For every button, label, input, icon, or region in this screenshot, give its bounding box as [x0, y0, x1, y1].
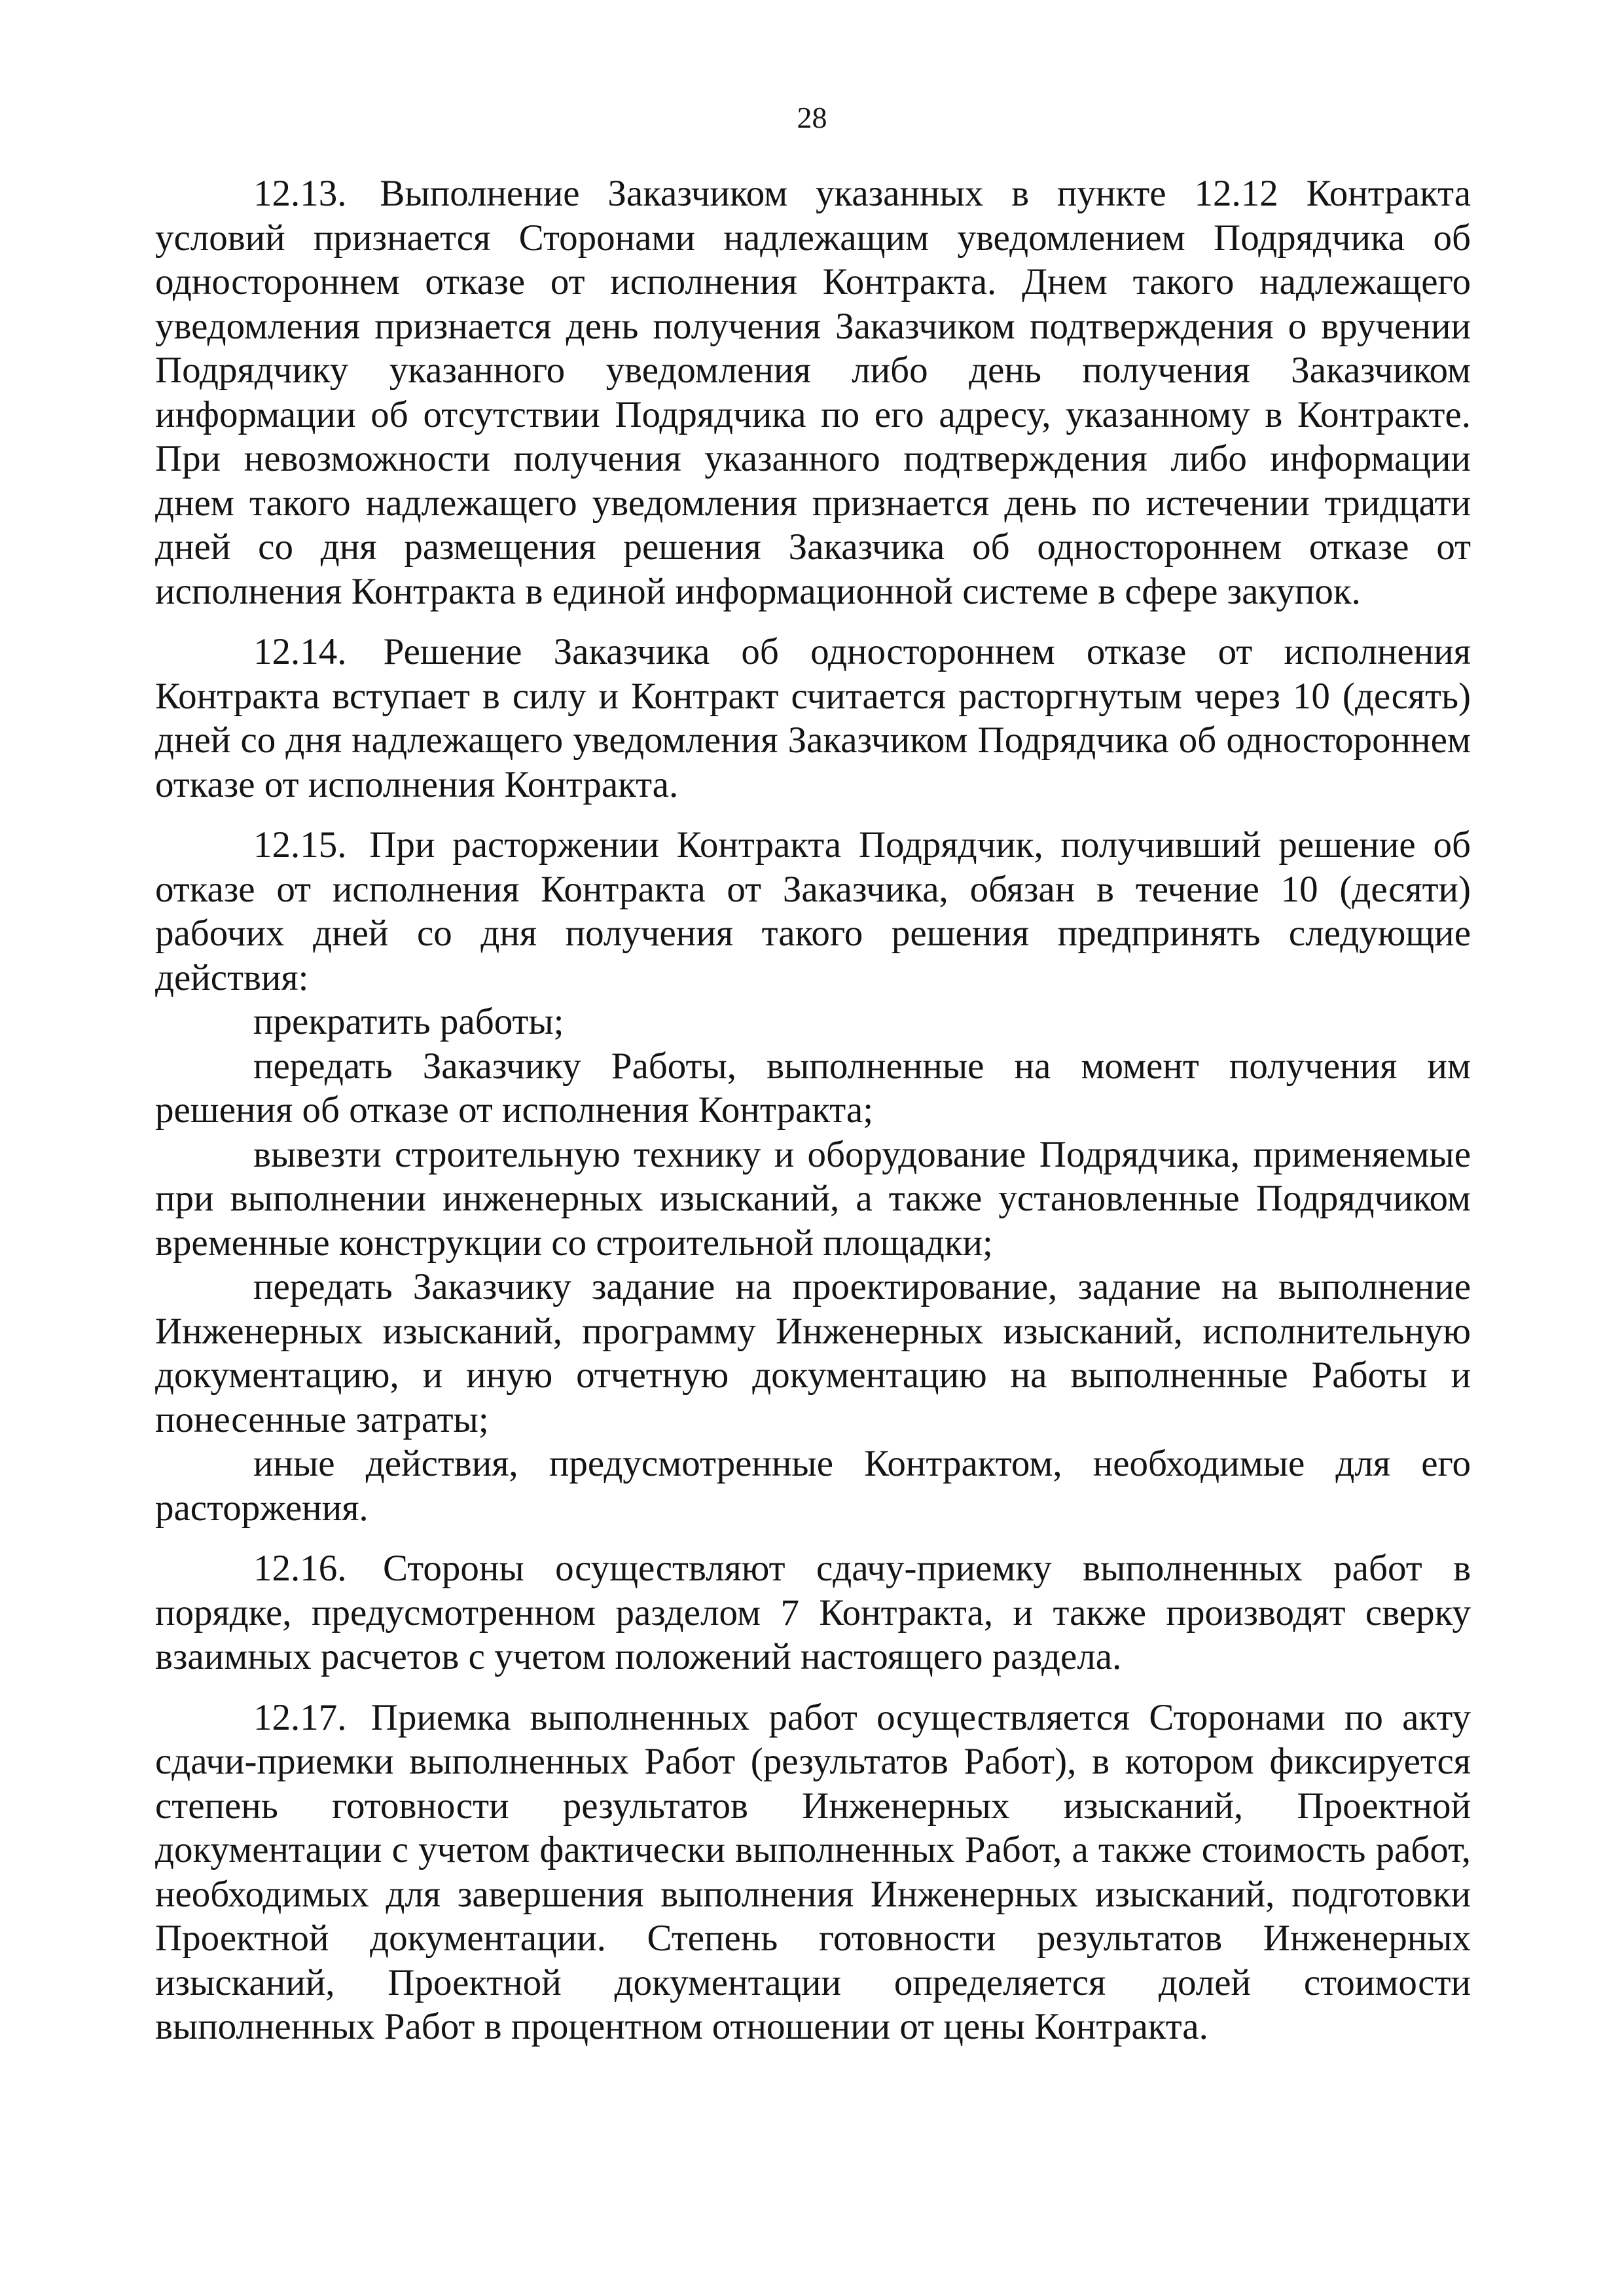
clause-number: 12.15.	[253, 824, 347, 866]
page-number: 28	[797, 101, 827, 134]
list-item-remove-equipment: вывезти строительную технику и оборудование Подрядчика, применяемые при выполнении инженерных изысканий, а также установленные Подрядчиком временные конструкции со строительной площадки;	[155, 1133, 1471, 1264]
clause-text: Приемка выполненных работ осуществляется Сторонами по акту сдачи-приемки выполненных Работ (результатов Работ), в котором фиксируется степень готовности результатов Инженерных изысканий, Проектной документации с учетом фактически выполненных Работ, а также стоимость работ, необходимых для завершения выполнения Инженерных изысканий, подготовки Проектной документации. Степень готовности результатов Инженерных изысканий, Проектной документации определяется долей стоимости выполненных Работ в процентном отношении от цены Контракта.	[155, 1696, 1471, 2047]
document-body	[155, 172, 1471, 2049]
clause-text: Выполнение Заказчиком указанных в пункте 12.12 Контракта условий признается Сторонами надлежащим уведомлением Подрядчика об одностороннем отказе от исполнения Контракта. Днем такого надлежащего уведомления признается день получения Заказчиком подтверждения о вручении Подрядчику указанного уведомления либо день получения Заказчиком информации об отсутствии Подрядчика по его адресу, указанному в Контракте. При невозможности получения указанного подтверждения либо информации днем такого надлежащего уведомления признается день по истечении тридцати дней со дня размещения решения Заказчика об одностороннем отказе от исполнения Контракта в единой информационной системе в сфере закупок.	[155, 173, 1471, 612]
clause-text: При расторжении Контракта Подрядчик, получивший решение об отказе от исполнения Контракта от Заказчика, обязан в течение 10 (десяти) рабочих дней со дня получения такого решения предпринять следующие действия:	[155, 824, 1471, 998]
clause-12-17	[155, 1696, 1471, 2049]
clause-number: 12.16.	[253, 1548, 347, 1589]
clause-number: 12.17.	[253, 1696, 347, 1738]
clause-12-16	[155, 1546, 1471, 1679]
clause-number: 12.13.	[253, 173, 347, 214]
clause-number: 12.14.	[253, 631, 347, 672]
clause-text: Решение Заказчика об одностороннем отказе от исполнения Контракта вступает в силу и Контракт считается расторгнутым через 10 (десять) дней со дня надлежащего уведомления Заказчиком Подрядчика об одностороннем отказе от исполнения Контракта.	[155, 631, 1471, 805]
clause-12-13	[155, 172, 1471, 613]
clause-12-15	[155, 823, 1471, 1000]
clause-12-14	[155, 630, 1471, 807]
list-item-transfer-documentation: передать Заказчику задание на проектирование, задание на выполнение Инженерных изысканий, программу Инженерных изысканий, исполнительную документацию, и иную отчетную документацию на выполненные Работы и понесенные затраты;	[155, 1266, 1471, 1440]
list-item-transfer-works: передать Заказчику Работы, выполненные на момент получения им решения об отказе от исполнения Контракта;	[155, 1045, 1471, 1131]
clause-text: Стороны осуществляют сдачу-приемку выполненных работ в порядке, предусмотренном разделом 7 Контракта, и также производят сверку взаимных расчетов с учетом положений настоящего раздела.	[155, 1548, 1471, 1677]
list-item-stop-works: прекратить работы;	[253, 1001, 564, 1042]
list-item-other-actions: иные действия, предусмотренные Контрактом, необходимые для его расторжения.	[155, 1443, 1471, 1529]
